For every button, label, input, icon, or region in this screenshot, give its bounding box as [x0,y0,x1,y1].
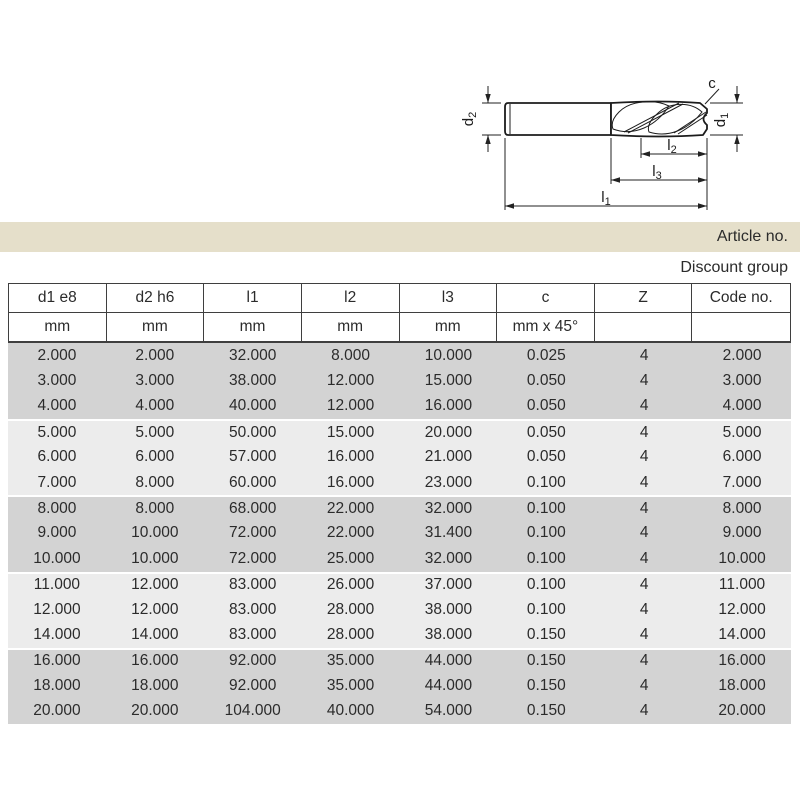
table-cell: 4 [639,600,649,618]
table-cell: 4 [639,549,649,567]
table-cell: 4 [639,423,649,441]
table-row [8,597,791,622]
table-cell: 14.000 [718,625,766,643]
unit-cell: mm [107,313,205,341]
discount-group-label: Discount group [680,258,788,276]
col-header-code-no: Code no. [692,284,790,313]
table-cell: 12.000 [326,397,375,415]
table-body [8,343,791,724]
table-cell: 92.000 [228,676,277,694]
table-cell: 0.100 [526,549,566,567]
table-cell: 72.000 [228,524,277,542]
table-cell: 0.150 [526,676,566,694]
table-cell: 4 [639,448,649,466]
table-cell: 44.000 [424,676,473,694]
table-cell: 44.000 [424,652,473,670]
table-cell: 8.000 [722,500,762,518]
table-cell: 38.000 [424,600,473,618]
table-cell: 0.100 [526,500,566,518]
table-cell: 12.000 [131,576,179,594]
table-cell: 3.000 [722,372,762,390]
unit-cell: mm [400,313,498,341]
table-cell: 50.000 [228,423,277,441]
table-cell: 10.000 [131,524,179,542]
dim-label-l2: $l_2$ [667,137,677,156]
unit-cell [692,313,790,341]
col-header-l3: l3 [400,284,498,313]
table-cell: 28.000 [326,600,375,618]
unit-cell: mm [9,313,107,341]
table-cell: 32.000 [424,549,473,567]
table-cell: 10.000 [424,346,473,364]
table-cell: 8.000 [135,500,175,518]
table-cell: 0.100 [526,524,566,542]
table-row [8,648,791,673]
table-cell: 18.000 [131,676,179,694]
table-cell: 22.000 [326,524,375,542]
table-row [8,419,791,444]
table-cell: 20.000 [131,702,179,720]
table-cell: 9.000 [722,524,762,542]
table-cell: 31.400 [424,524,473,542]
table-cell: 7.000 [722,473,762,491]
table-header [8,283,791,343]
table-cell: 12.000 [718,600,766,618]
col-header-c: c [497,284,595,313]
spec-table [8,283,791,724]
table-cell: 4.000 [135,397,175,415]
table-row [8,368,791,393]
table-cell: 11.000 [33,576,81,594]
table-cell: 16.000 [326,473,375,491]
table-cell: 12.000 [326,372,375,390]
table-cell: 4 [639,372,649,390]
table-row [8,394,791,419]
table-row [8,495,791,520]
table-cell: 25.000 [326,549,375,567]
table-cell: 0.100 [526,576,566,594]
table-cell: 3.000 [135,372,175,390]
table-cell: 16.000 [326,448,375,466]
table-cell: 8.000 [37,500,77,518]
table-cell: 14.000 [131,625,179,643]
table-cell: 83.000 [228,600,277,618]
header-label-row [9,284,790,313]
unit-cell: mm x 45° [497,313,595,341]
table-cell: 35.000 [326,652,375,670]
end-mill-drawing [430,58,800,223]
header-unit-row [9,313,790,341]
table-cell: 5.000 [722,423,762,441]
table-cell: 83.000 [228,576,277,594]
dim-label-d1: $d_1$ [712,112,731,128]
table-cell: 4.000 [37,397,77,415]
table-cell: 0.025 [526,346,566,364]
table-cell: 4 [639,346,649,364]
table-cell: 40.000 [228,397,277,415]
table-cell: 40.000 [326,702,375,720]
table-cell: 10.000 [131,549,179,567]
table-cell: 37.000 [424,576,473,594]
table-cell: 0.100 [526,473,566,491]
table-cell: 21.000 [424,448,473,466]
table-cell: 4 [639,576,649,594]
table-cell: 12.000 [131,600,179,618]
table-row [8,470,791,495]
table-cell: 6.000 [37,448,77,466]
table-cell: 5.000 [37,423,77,441]
table-cell: 4 [639,676,649,694]
table-cell: 0.050 [526,423,566,441]
table-cell: 0.050 [526,448,566,466]
col-header-l1: l1 [204,284,302,313]
table-cell: 0.150 [526,702,566,720]
table-cell: 6.000 [135,448,175,466]
table-cell: 4 [639,473,649,491]
table-cell: 0.150 [526,652,566,670]
table-cell: 16.000 [424,397,473,415]
dim-label-l1: $l_1$ [601,189,611,208]
col-header-l2: l2 [302,284,400,313]
table-cell: 2.000 [722,346,762,364]
table-cell: 38.000 [228,372,277,390]
table-cell: 28.000 [326,625,375,643]
table-cell: 18.000 [718,676,766,694]
table-cell: 32.000 [228,346,277,364]
table-cell: 4 [639,652,649,670]
table-cell: 2.000 [37,346,77,364]
table-cell: 104.000 [224,702,281,720]
table-cell: 23.000 [424,473,473,491]
table-cell: 3.000 [37,372,77,390]
unit-cell: mm [204,313,302,341]
dim-label-d2: $d_2$ [460,111,479,127]
table-cell: 6.000 [722,448,762,466]
table-cell: 0.050 [526,397,566,415]
table-cell: 72.000 [228,549,277,567]
table-cell: 4.000 [722,397,762,415]
unit-cell [595,313,693,341]
table-cell: 4 [639,524,649,542]
table-row [8,343,791,368]
table-cell: 18.000 [33,676,81,694]
unit-cell: mm [302,313,400,341]
table-cell: 15.000 [326,423,375,441]
article-no-label: Article no. [716,228,788,245]
table-cell: 5.000 [135,423,175,441]
table-cell: 16.000 [33,652,81,670]
table-row [8,673,791,698]
table-cell: 10.000 [33,549,81,567]
table-cell: 9.000 [37,524,77,542]
table-cell: 4 [639,702,649,720]
table-cell: 92.000 [228,652,277,670]
table-cell: 8.000 [331,346,370,364]
table-cell: 16.000 [718,652,766,670]
table-cell: 14.000 [33,625,81,643]
dim-label-c: c [708,75,716,92]
table-row [8,622,791,647]
table-cell: 0.050 [526,372,566,390]
table-cell: 22.000 [326,500,375,518]
table-row [8,546,791,571]
table-cell: 12.000 [33,600,81,618]
table-cell: 68.000 [228,500,277,518]
table-cell: 15.000 [424,372,473,390]
table-cell: 38.000 [424,625,473,643]
table-cell: 7.000 [37,473,77,491]
table-cell: 11.000 [718,576,766,594]
table-cell: 60.000 [228,473,277,491]
table-cell: 26.000 [326,576,375,594]
table-cell: 10.000 [718,549,766,567]
col-header-d1-e8: d1 e8 [9,284,107,313]
table-cell: 4 [639,500,649,518]
table-cell: 8.000 [135,473,175,491]
table-cell: 35.000 [326,676,375,694]
table-cell: 83.000 [228,625,277,643]
table-row [8,698,791,723]
table-cell: 2.000 [135,346,175,364]
table-cell: 20.000 [718,702,766,720]
table-cell: 16.000 [131,652,179,670]
table-row [8,445,791,470]
table-cell: 57.000 [228,448,277,466]
dim-label-l3: $l_3$ [652,163,662,182]
table-cell: 54.000 [424,702,473,720]
table-cell: 20.000 [33,702,81,720]
article-no-banner [0,222,800,252]
col-header-d2-h6: d2 h6 [107,284,205,313]
table-row [8,572,791,597]
table-row [8,521,791,546]
discount-group-row [0,252,800,283]
table-cell: 0.100 [526,600,566,618]
end-mill-shank [505,103,611,135]
table-cell: 32.000 [424,500,473,518]
table-cell: 20.000 [424,423,473,441]
col-header-z: Z [595,284,693,313]
table-cell: 4 [639,625,649,643]
table-cell: 4 [639,397,649,415]
table-cell: 0.150 [526,625,566,643]
